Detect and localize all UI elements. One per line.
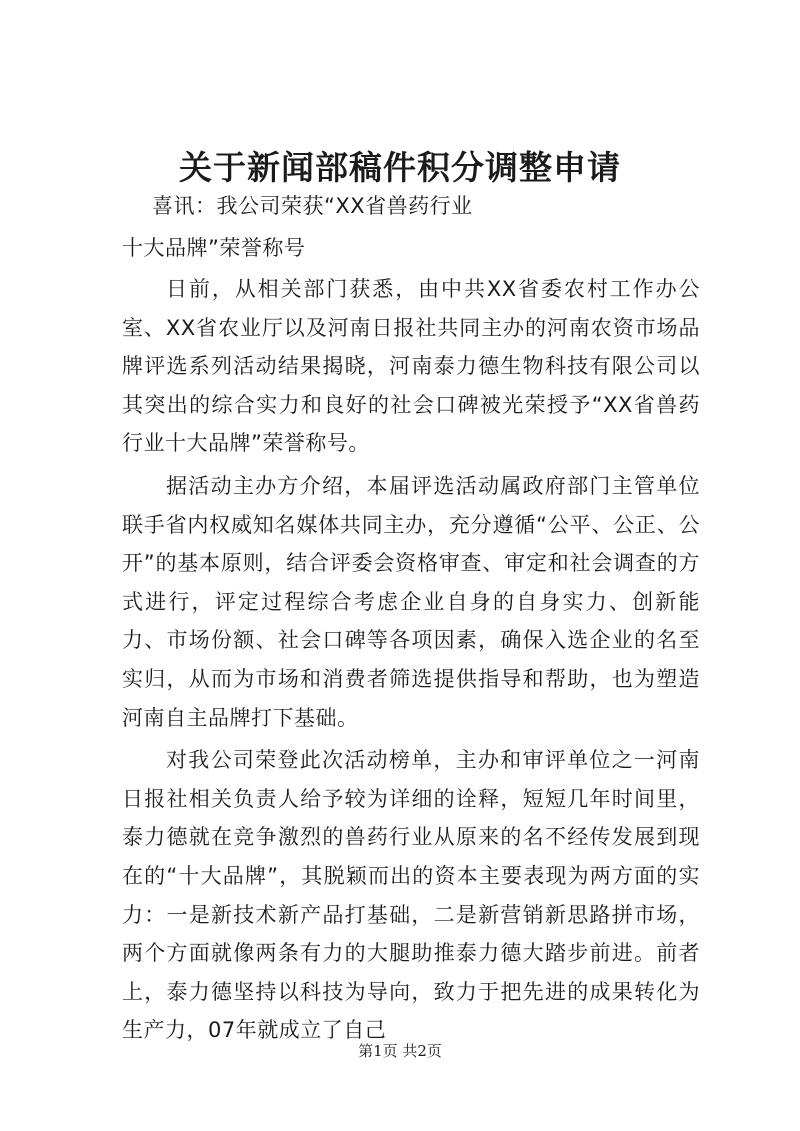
paragraph-explanation: 对我公司荣登此次活动榜单，主办和审评单位之一河南日报社相关负责人给予较为详细的诠释，短短几年时间里，泰力德就在竞争激烈的兽药行业从原来的名不经传发展到现在的“十大品牌”，其脱颖而出的资本主要表现为两方面的实力：一是新技术新产品打基础，二是新营销新思路拼市场，两个方面就像两条有力的大腿助推泰力德大踏步前进。前者上，泰力德坚持以科技为导向，致力于把先进的成果转化为生产力，07年就成立了自己 [122, 748, 700, 1043]
document-title: 关于新闻部稿件积分调整申请 [179, 148, 621, 187]
page-footer: 第1页 共2页 [358, 1042, 442, 1060]
headline-line-2: 十大品牌”荣誉称号 [122, 236, 306, 260]
headline-line-1: 喜讯：我公司荣获“XX省兽药行业 [152, 194, 473, 218]
body-text [122, 270, 700, 1050]
paragraph-organizer: 据活动主办方介绍，本届评选活动属政府部门主管单位联手省内权威知名媒体共同主办，充分遵循“公平、公正、公开”的基本原则，结合评委会资格审查、审定和社会调查的方式进行，评定过程综合考虑企业自身的自身实力、创新能力、市场份额、社会口碑等各项因素，确保入选企业的名至实归，从而为市场和消费者筛选提供指导和帮助，也为塑造河南自主品牌打下基础。 [122, 473, 700, 730]
paragraph-announcement: 日前，从相关部门获悉，由中共XX省委农村工作办公室、XX省农业厅以及河南日报社共同主办的河南农资市场品牌评选系列活动结果揭晓，河南泰力德生物科技有限公司以其突出的综合实力和良好的社会口碑被光荣授予“XX省兽药行业十大品牌”荣誉称号。 [122, 277, 700, 456]
